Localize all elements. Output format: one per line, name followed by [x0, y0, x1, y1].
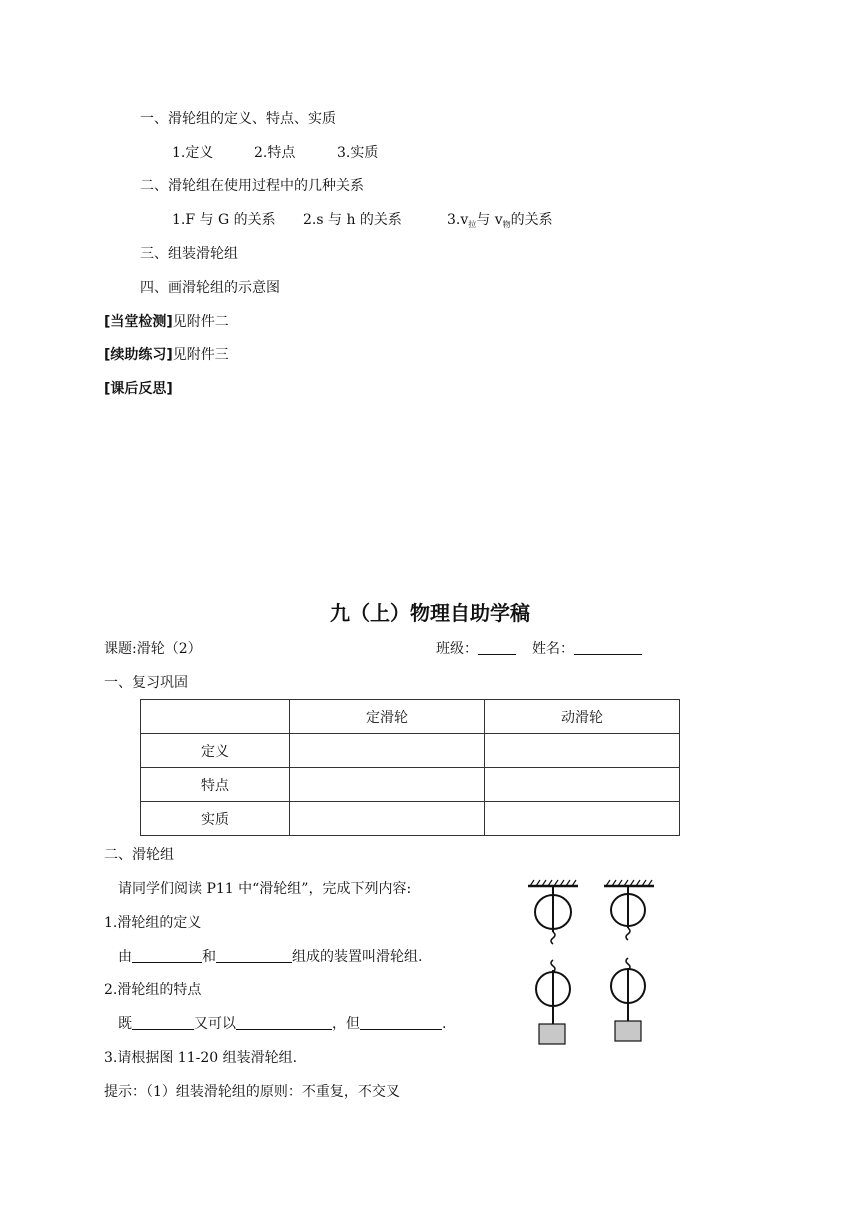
question-1-fill	[118, 948, 422, 966]
check-label: [当堂检测]	[104, 314, 173, 330]
table-header-cell: 动滑轮	[485, 700, 680, 734]
q2-blank-2[interactable]	[236, 1015, 332, 1030]
question-2: 2.滑轮组的特点	[104, 982, 202, 998]
practice-label: [续助练习]	[104, 347, 173, 363]
velocity-suffix: 的关系	[510, 212, 553, 228]
review-table	[140, 699, 680, 836]
practice-text: 见附件三	[172, 347, 229, 363]
velocity-mid: 与 v	[476, 212, 503, 228]
summary-item-2-sub-1: 1.F 与 G 的关系	[172, 212, 276, 228]
check-section	[104, 313, 229, 331]
reading-instruction: 请同学们阅读 P11 中“滑轮组”，完成下列内容:	[118, 881, 412, 897]
table-cell[interactable]	[485, 734, 680, 768]
table-row	[141, 734, 680, 768]
q2-blank-1[interactable]	[132, 1015, 194, 1030]
table-row-label: 特点	[141, 768, 290, 802]
q2-text-c: ，但	[332, 1016, 360, 1032]
question-2-fill	[118, 1015, 446, 1033]
q2-text-d: .	[442, 1016, 447, 1032]
table-row	[141, 802, 680, 836]
summary-item-1-sub-3: 3.实质	[337, 145, 379, 161]
summary-item-1: 一、滑轮组的定义、特点、实质	[140, 111, 336, 127]
class-name-line	[436, 640, 642, 658]
topic-line: 课题:滑轮（2）	[104, 641, 202, 657]
summary-item-2-sub-3	[447, 211, 553, 234]
summary-item-1-sub-1: 1.定义	[172, 145, 214, 161]
table-cell[interactable]	[485, 768, 680, 802]
fixed-pulley-left	[528, 880, 578, 944]
q1-text-b: 和	[202, 949, 216, 965]
movable-pulley-left	[536, 960, 570, 1044]
reflection-label: [课后反思]	[104, 381, 173, 397]
group-heading: 二、滑轮组	[104, 847, 174, 863]
summary-item-3: 三、组装滑轮组	[140, 246, 238, 262]
table-header-cell: 定滑轮	[290, 700, 485, 734]
table-cell[interactable]	[485, 802, 680, 836]
table-cell[interactable]	[290, 768, 485, 802]
q1-text-c: 组成的装置叫滑轮组.	[292, 949, 423, 965]
q1-blank-1[interactable]	[132, 948, 202, 963]
summary-item-4: 四、画滑轮组的示意图	[140, 280, 280, 296]
velocity-prefix: 3.v	[447, 212, 469, 228]
q2-text-a: 既	[118, 1016, 132, 1032]
class-label: 班级：	[436, 641, 478, 657]
velocity-sub-object: 物	[502, 220, 511, 229]
table-row-label: 实质	[141, 802, 290, 836]
fixed-pulley-right	[604, 880, 654, 940]
velocity-sub-pull: 拉	[468, 220, 477, 229]
pulley-diagram	[520, 878, 670, 1050]
table-header-cell	[141, 700, 290, 734]
class-blank[interactable]	[478, 640, 516, 655]
q1-text-a: 由	[118, 949, 132, 965]
table-cell[interactable]	[290, 802, 485, 836]
q2-blank-3[interactable]	[360, 1015, 442, 1030]
table-row	[141, 768, 680, 802]
worksheet-title: 九（上）物理自助学稿	[330, 601, 530, 625]
practice-section	[104, 346, 229, 364]
question-1: 1.滑轮组的定义	[104, 915, 202, 931]
question-3: 3.请根据图 11-20 组装滑轮组.	[104, 1050, 298, 1066]
q1-blank-2[interactable]	[216, 948, 292, 963]
name-label: 姓名：	[532, 641, 574, 657]
review-heading: 一、复习巩固	[104, 675, 188, 691]
q2-text-b: 又可以	[194, 1016, 236, 1032]
summary-item-2: 二、滑轮组在使用过程中的几种关系	[140, 178, 364, 194]
summary-item-2-sub-2: 2.s 与 h 的关系	[303, 212, 402, 228]
summary-item-1-sub-2: 2.特点	[254, 145, 296, 161]
table-header-row	[141, 700, 680, 734]
table-cell[interactable]	[290, 734, 485, 768]
check-text: 见附件二	[172, 314, 229, 330]
hint-line: 提示：（1）组装滑轮组的原则：不重复，不交叉	[104, 1084, 400, 1100]
table-row-label: 定义	[141, 734, 290, 768]
name-blank[interactable]	[574, 640, 642, 655]
movable-pulley-right	[611, 958, 645, 1041]
